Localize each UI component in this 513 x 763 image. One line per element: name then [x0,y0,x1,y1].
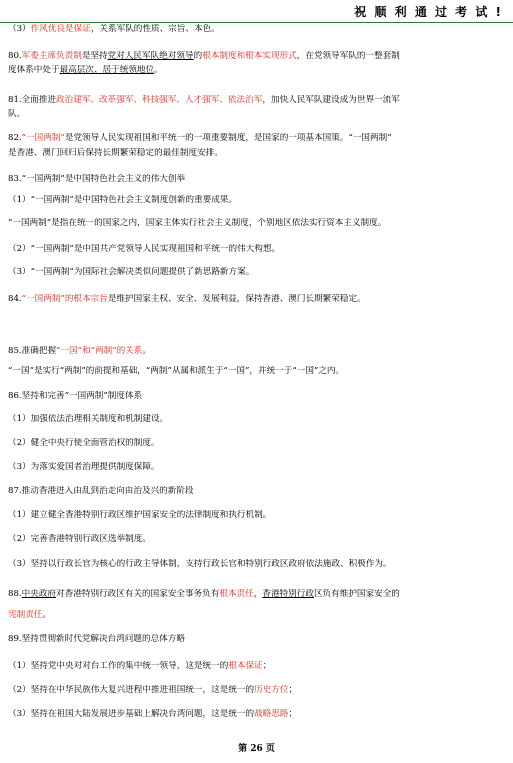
text-segment: 是党领导人民实现祖国和平统一的一项重要制度，是国家的一项基本国策。“一国两制” [64,133,392,143]
text-segment: 。 [142,346,151,356]
text-line [8,148,505,159]
text-segment: 政治建军、改革强军、科技强军、人才强军、依法治军 [56,95,263,105]
text-line [8,634,505,645]
header-slogan: 祝 顺 利 通 过 考 试 ! [354,5,503,19]
text-segment: （3）“一国两制”为国际社会解决类似问题提供了新思路新方案。 [8,267,255,277]
text-line [8,65,505,76]
text-line [8,589,505,600]
text-line [8,414,505,425]
text-segment: 根本制度和根本实现形式 [202,51,297,61]
text-segment: “一国两制”是指在统一的国家之内，国家主体实行社会主义制度，个别地区依法实行资本主义制度。 [8,218,387,228]
text-segment: （1）加强依法治理相关制度和机制建设。 [8,414,169,424]
text-segment: ， [253,589,263,599]
text-segment: 区负有维护国家安全的 [313,589,400,599]
text-segment: “一国”和“两制”的关系 [56,346,143,356]
text-line [8,244,505,255]
text-segment: （2）“一国两制”是中国共产党领导人民实现祖国和平统一的伟大构想。 [8,244,281,254]
text-segment: 党对人民军队绝对领导 [107,51,194,61]
text-segment: 89.坚持贯彻新时代党解决台湾问题的总体方略 [8,634,185,644]
text-segment: （1）坚持党中央对对台工作的集中统一领导，这是统一的 [8,661,229,671]
text-segment: ，加快人民军队建设成为世界一流军 [262,95,400,105]
text-line [8,267,505,278]
text-segment: 是香港、澳门回归后保持长期繁荣稳定的最佳制度安排。 [8,148,223,158]
text-segment: 度体系中处于 [8,65,60,75]
text-segment: （3）坚持以行政长官为核心的行政主导体制，支持行政长官和特别行政区政府依法施政、积极作为。 [8,559,392,569]
text-segment: 军委主席负责制 [21,51,82,61]
text-line [8,685,505,696]
text-segment: （1）建立健全香港特别行政区维护国家安全的法律制度和执行机制。 [8,510,272,520]
text-line [8,366,505,377]
text-line [8,462,505,473]
text-segment: “一国两制”的根本宗旨 [21,294,108,304]
text-line [8,346,505,357]
text-segment: （1）“一国两制”是中国特色社会主义制度创新的重要成果。 [8,195,238,205]
text-line [8,195,505,206]
text-segment: 82. [8,133,22,143]
text-line [8,218,505,229]
text-segment: （2）健全中央行使全面管治权的制度。 [8,438,160,448]
text-segment: 。 [42,610,51,620]
text-segment: （3）为落实爱国者治理提供制度保障。 [8,462,160,472]
text-segment: （2）坚持在中华民族伟大复兴进程中推进祖国统一，这是统一的 [8,685,255,695]
text-line [8,133,505,144]
text-segment: （3） [8,24,31,34]
text-segment: 根本保证 [228,661,263,671]
text-segment: 85.准确把握 [8,346,57,356]
text-segment: （2）完善香港特别行政区选举制度。 [8,534,151,544]
text-segment: （3）坚持在祖国大陆发展进步基础上解决台湾问题，这是统一的 [8,709,255,719]
text-line [8,534,505,545]
text-segment: “一国”是实行“两制”的前提和基础，“两制”从属和派生于“一国”，并统一于“一国”之内。 [8,366,345,376]
text-line [8,24,505,35]
text-segment: 根本责任 [219,589,254,599]
text-segment: 历史方位 [254,685,289,695]
text-segment: ； [288,709,298,719]
text-segment: 88. [8,589,22,599]
text-segment: 香港特别行政 [262,589,314,599]
text-line [8,174,505,185]
text-segment: 对香港特别行政区有关的国家安全事务负有 [56,589,220,599]
text-line [8,391,505,402]
text-segment: 中央政府 [21,589,57,599]
text-line [8,709,505,720]
page-header [0,0,513,23]
text-segment: 最高层次、居于统领地位 [59,65,155,75]
text-segment: ，在党领导军队的一整套制 [296,51,400,61]
text-segment: 队。 [8,109,26,119]
text-line [8,661,505,672]
text-segment: 84. [8,294,22,304]
text-segment: 80. [8,51,22,61]
text-segment: 83.“一国两制”是中国特色社会主义的伟大创举 [8,174,186,184]
text-segment: ； [288,685,298,695]
text-line [8,438,505,449]
text-line [8,559,505,570]
text-segment: 的 [193,51,203,61]
text-segment: 81.全面推进 [8,95,57,105]
text-line [8,486,505,497]
text-segment: 是坚持 [81,51,108,61]
text-segment: ，关系军队的性质、宗旨、本色。 [90,24,220,34]
text-segment: 86.坚持和完善“一国两制”制度体系 [8,391,143,401]
text-line [8,610,505,621]
text-line [8,51,505,62]
text-segment: “一国两制” [21,133,65,143]
text-segment: 。 [154,65,163,75]
page-number: 第 26 页 [238,744,275,754]
text-line [8,95,505,106]
text-line [8,510,505,521]
text-segment: 是维护国家主权、安全、发展利益，保持香港、澳门长期繁荣稳定。 [107,294,366,304]
text-segment: ； [262,661,272,671]
text-segment: 作风优良是保证 [30,24,91,34]
text-segment: 宪制责任 [8,610,43,620]
text-line [8,294,505,305]
text-line [8,109,505,120]
text-segment: 战略思路 [254,709,289,719]
text-segment: 87.推动香港进入由乱到治走向由治及兴的新阶段 [8,486,194,496]
